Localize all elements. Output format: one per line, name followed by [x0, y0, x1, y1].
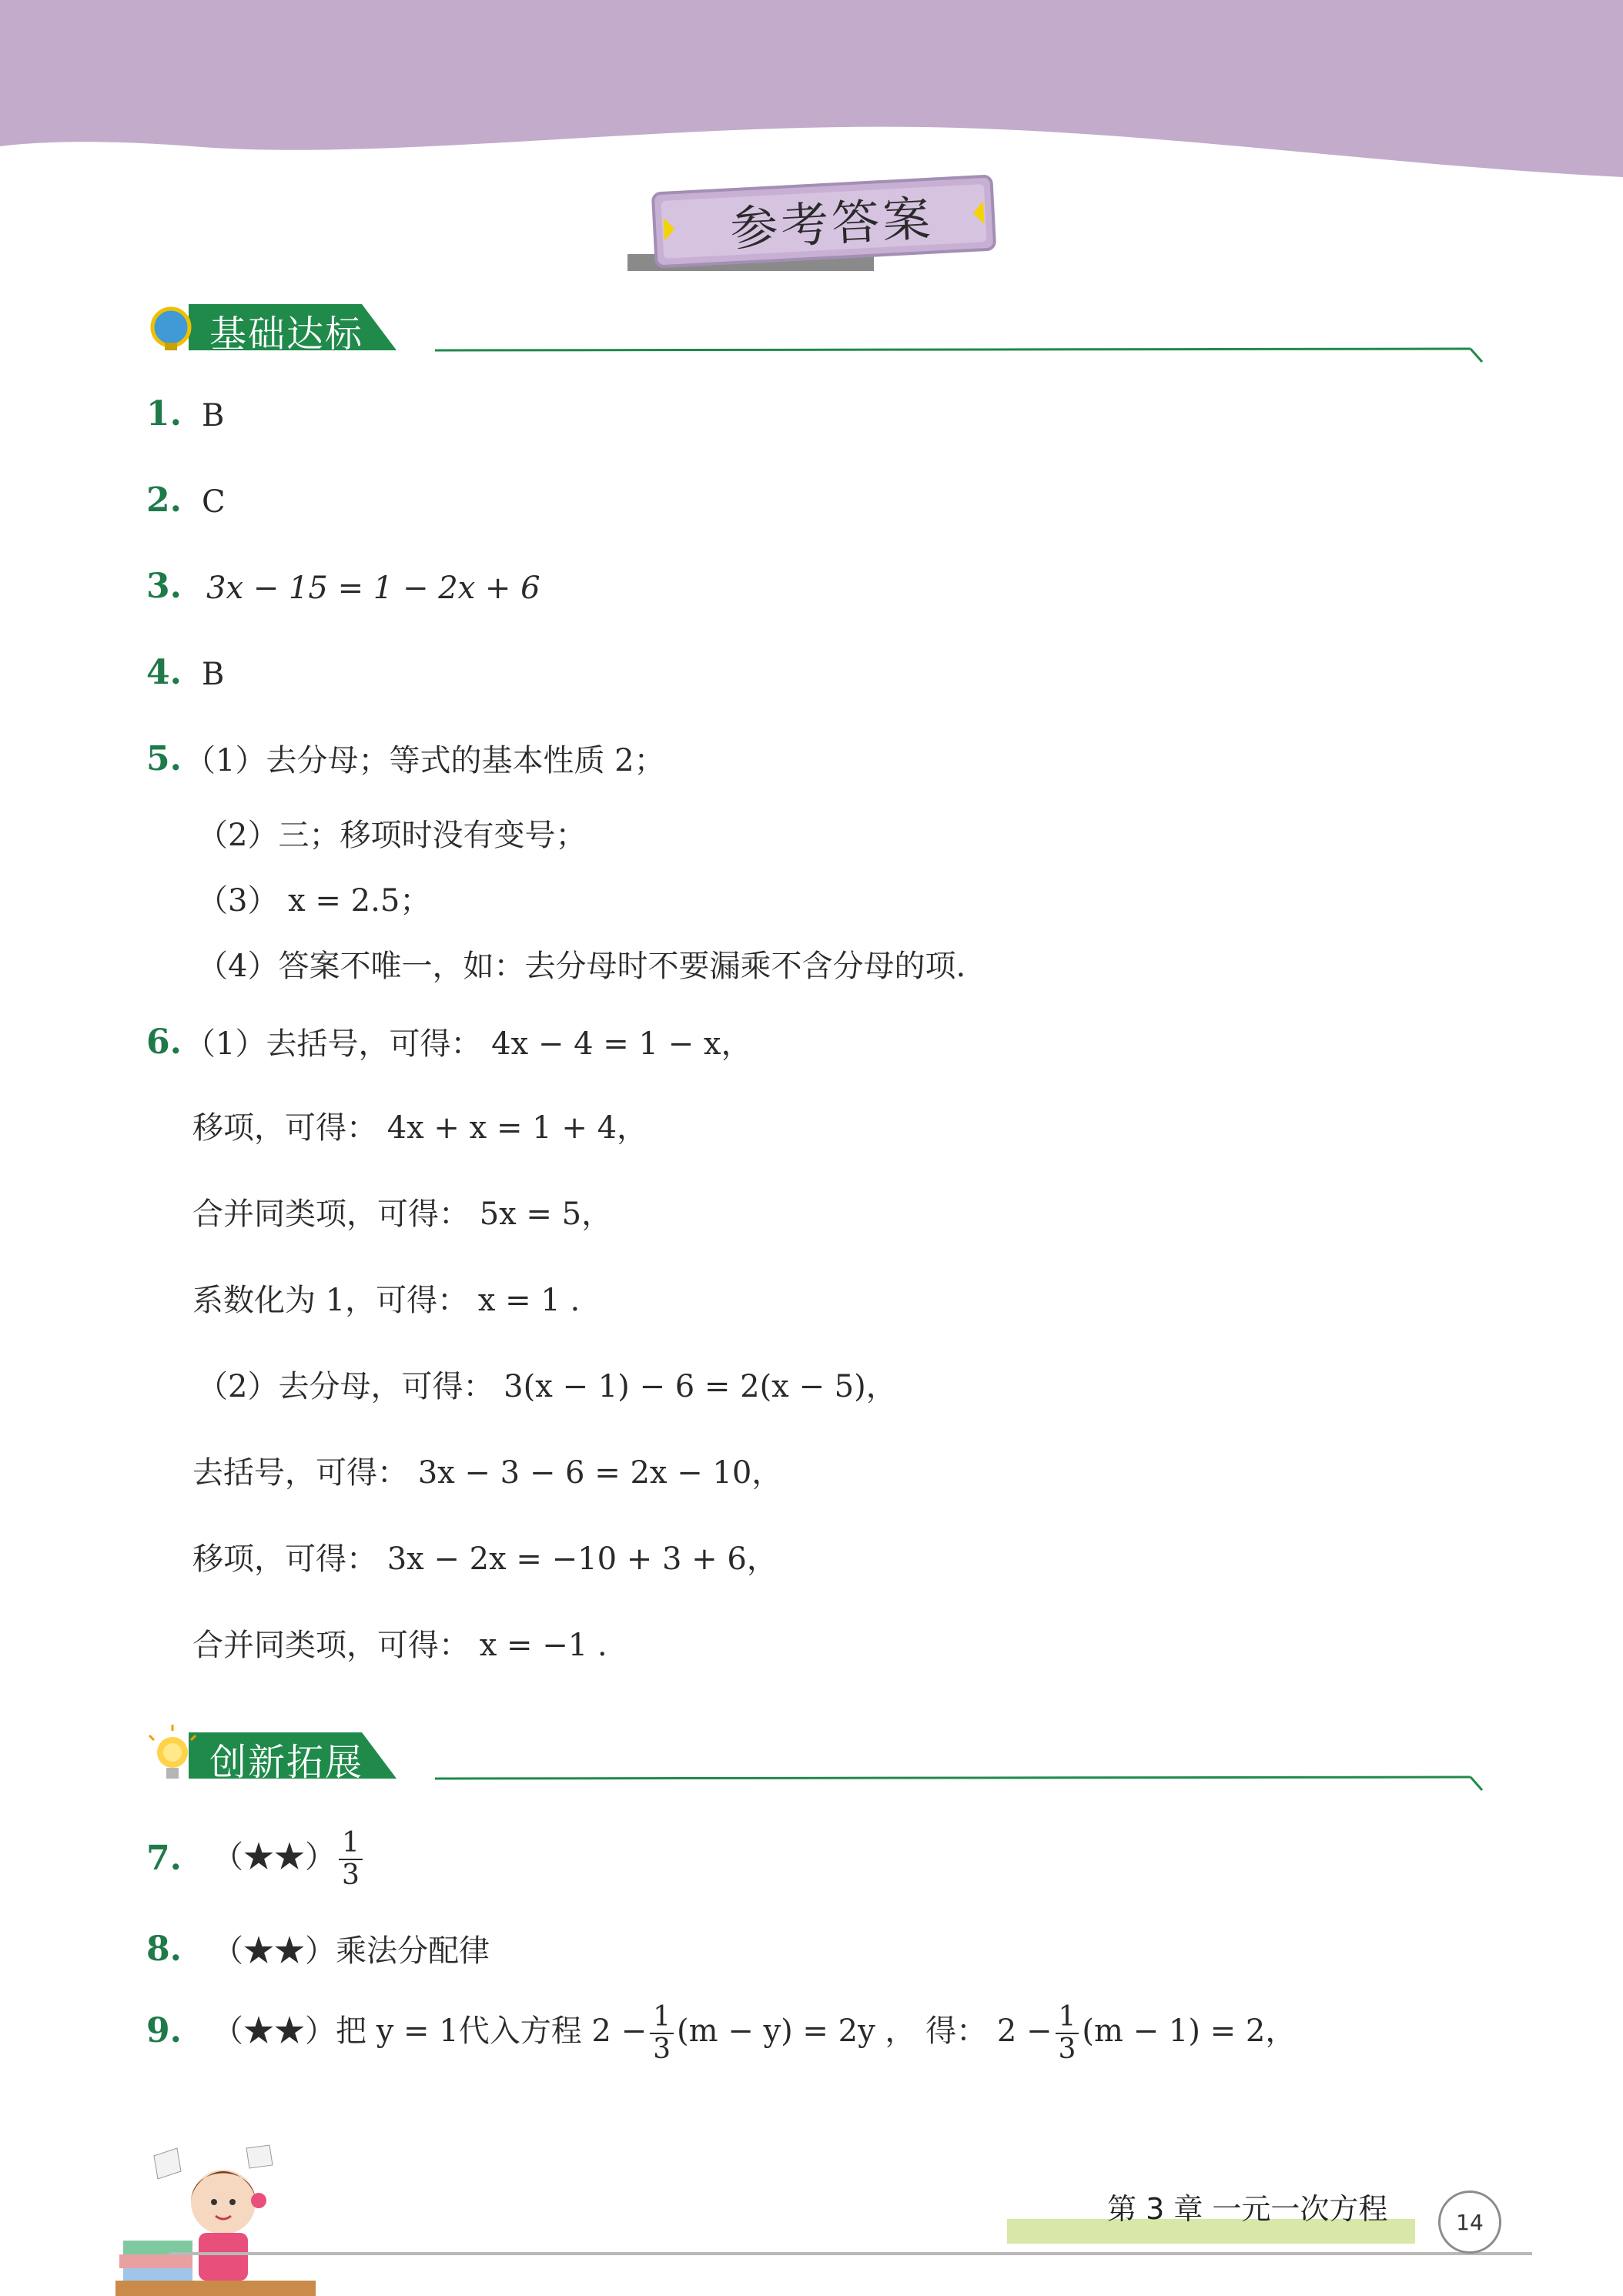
- section-title-basic: 基础达标: [209, 312, 364, 356]
- question-number-4: 4.: [146, 653, 182, 692]
- top-wave-decoration: [0, 0, 1623, 177]
- question-number-1: 1.: [146, 394, 182, 433]
- answer-5-part-4: （4）答案不唯一，如：去分母时不要漏乘不含分母的项.: [197, 949, 966, 984]
- page-title: 参考答案: [728, 189, 935, 257]
- answer-6-step-7: 移项，可得： 3x − 2x = −10 + 3 + 6，: [192, 1541, 778, 1577]
- question-number-6: 6.: [146, 1022, 182, 1062]
- answer-4: B: [202, 657, 225, 692]
- answer-7-stars: （★★）: [212, 1839, 336, 1875]
- section-header-basic: [146, 296, 1486, 366]
- answer-5-part-2: （2）三；移项时没有变号；: [197, 818, 587, 853]
- answer-6-step-3: 合并同类项，可得： 5x = 5，: [192, 1197, 613, 1232]
- section-header-innovation: [146, 1725, 1486, 1794]
- question-number-7: 7.: [146, 1839, 182, 1878]
- answer-2: C: [202, 484, 226, 520]
- answer-6-step-8: 合并同类项，可得： x = −1 .: [192, 1628, 607, 1663]
- answer-6-step-1: （1）去括号，可得： 4x − 4 = 1 − x，: [185, 1026, 752, 1062]
- question-number-9: 9.: [146, 2011, 182, 2050]
- question-number-3: 3.: [146, 567, 182, 606]
- answer-6-step-4: 系数化为 1，可得： x = 1 .: [192, 1283, 581, 1318]
- footer-line: [169, 2252, 1532, 2255]
- chapter-label: 第 3 章 一元一次方程: [1107, 2192, 1388, 2226]
- section-title-innovation: 创新拓展: [209, 1740, 364, 1784]
- girl-studying-illustration: [108, 2125, 323, 2296]
- question-number-5: 5.: [146, 739, 182, 778]
- answer-3: 3x − 15 = 1 − 2x + 6: [206, 571, 540, 606]
- answer-9: （★★）把 y = 1代入方程 2 − $\frac{1}{3}$ (m − y) = 2y ， 得： 2 − $\frac{1}{3}$ (m − 1) = 2，: [212, 2001, 1297, 2065]
- page-number: 14: [1438, 2191, 1501, 2254]
- answer-5-part-1: （1）去分母；等式的基本性质 2；: [185, 743, 665, 778]
- answer-9-fraction-2: $\frac{1}{3}$: [1056, 2002, 1079, 2065]
- answer-9-fraction-1: $\frac{1}{3}$: [650, 2002, 674, 2065]
- answer-6-step-2: 移项，可得： 4x + x = 1 + 4，: [192, 1110, 648, 1146]
- answer-7: [212, 1826, 366, 1891]
- question-number-8: 8.: [146, 1930, 182, 1969]
- answer-7-fraction: $\frac{1}{3}$: [339, 1828, 363, 1891]
- answer-6-step-5: （2）去分母，可得： 3(x − 1) − 6 = 2(x − 5)，: [197, 1369, 897, 1404]
- question-number-2: 2.: [146, 480, 182, 520]
- answer-8: （★★）乘法分配律: [212, 1933, 490, 1969]
- answer-1: B: [202, 398, 225, 433]
- answer-5-part-3: （3） x = 2.5；: [197, 883, 431, 919]
- answer-6-step-6: 去括号，可得： 3x − 3 − 6 = 2x − 10，: [192, 1455, 783, 1491]
